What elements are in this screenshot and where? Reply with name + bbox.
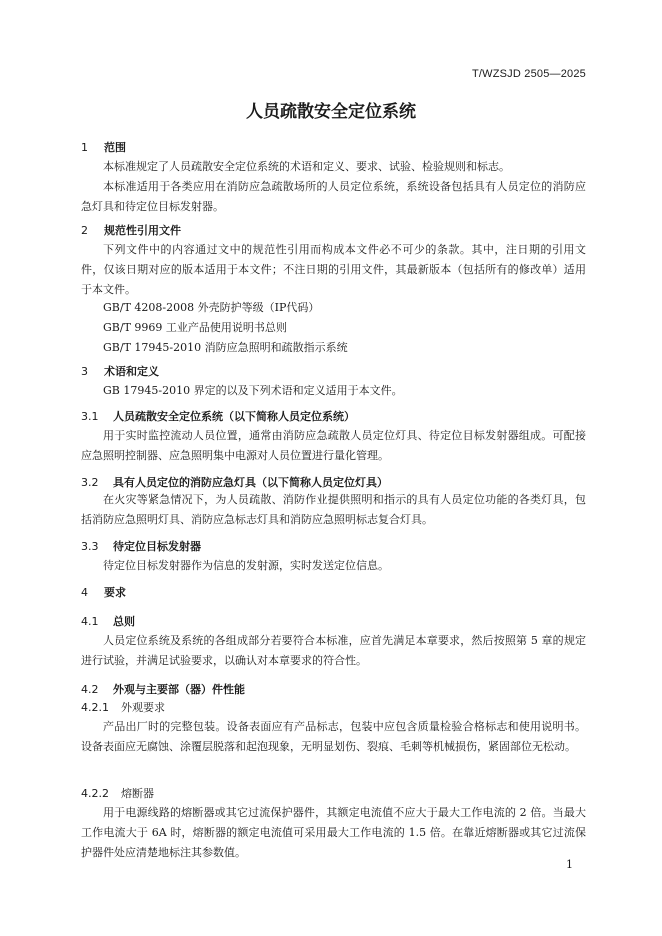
section-heading xyxy=(81,363,159,379)
document-title: 人员疏散安全定位系统 xyxy=(246,102,416,122)
section-title: 待定位目标发射器 xyxy=(113,540,201,553)
reference-item: GB/T 9969 工业产品使用说明书总则 xyxy=(103,321,287,334)
section-heading xyxy=(81,681,245,697)
paragraph: 用于实时监控流动人员位置，通常由消防应急疏散人员定位灯具、待定位目标发射器组成。可配接应急照明控制器、应急照明集中电源对人员位置进行量化管理。 xyxy=(81,429,586,462)
section-title: 总则 xyxy=(113,615,135,628)
document-code: T/WZSJD 2505—2025 xyxy=(471,68,586,80)
paragraph: 待定位目标发射器作为信息的发射源，实时发送定位信息。 xyxy=(103,559,389,572)
section-heading xyxy=(81,584,126,600)
section-title: 外观要求 xyxy=(121,701,165,714)
section-title: 具有人员定位的消防应急灯具（以下简称人员定位灯具） xyxy=(113,476,388,489)
paragraph: 在火灾等紧急情况下，为人员疏散、消防作业提供照明和指示的具有人员定位功能的各类灯具，包括消防应急照明灯具、消防应急标志灯具和消防应急照明标志复合灯具。 xyxy=(81,493,586,526)
section-heading xyxy=(81,222,181,238)
paragraph: 用于电源线路的熔断器或其它过流保护器件，其额定电流值不应大于最大工作电流的 2 倍。当最大工作电流大于 6A 时，熔断器的额定电流值可采用最大工作电流的 1.5 倍。在靠近熔断器或其它过流保护器件处应清楚地标注其参数值。 xyxy=(81,806,586,859)
page-number: 1 xyxy=(566,858,573,871)
paragraph: GB 17945-2010 界定的以及下列术语和定义适用于本文件。 xyxy=(103,384,403,397)
section-title: 规范性引用文件 xyxy=(104,224,181,237)
section-number: 3.1 xyxy=(81,410,99,423)
section-number: 1 xyxy=(81,141,88,154)
section-number: 3 xyxy=(81,365,88,378)
section-number: 4.1 xyxy=(81,615,99,628)
section-heading xyxy=(81,613,135,629)
paragraph: 人员定位系统及系统的各组成部分若要符合本标准，应首先满足本章要求，然后按照第 5 章的规定进行试验，并满足试验要求，以确认对本章要求的符合性。 xyxy=(81,634,586,667)
section-number: 3.3 xyxy=(81,540,99,553)
paragraph: 本标准规定了人员疏散安全定位系统的术语和定义、要求、试验、检验规则和标志。 xyxy=(103,160,510,173)
section-number: 3.2 xyxy=(81,476,99,489)
reference-item: GB/T 4208-2008 外壳防护等级（IP代码） xyxy=(103,301,320,314)
section-title: 术语和定义 xyxy=(104,365,159,378)
section-heading xyxy=(81,408,355,424)
section-heading xyxy=(81,699,165,715)
section-number: 4.2.2 xyxy=(81,787,109,800)
paragraph: 下列文件中的内容通过文中的规范性引用而构成本文件必不可少的条款。其中，注日期的引用文件，仅该日期对应的版本适用于本文件；不注日期的引用文件，其最新版本（包括所有的修改单）适用于本文件。 xyxy=(81,243,586,296)
section-title: 要求 xyxy=(104,586,126,599)
section-number: 4.2.1 xyxy=(81,701,109,714)
section-title: 熔断器 xyxy=(121,787,154,800)
section-heading xyxy=(81,538,201,554)
reference-item: GB/T 17945-2010 消防应急照明和疏散指示系统 xyxy=(103,341,348,354)
section-title: 人员疏散安全定位系统（以下简称人员定位系统） xyxy=(113,410,355,423)
section-heading xyxy=(81,785,154,801)
section-number: 4 xyxy=(81,586,88,599)
section-title: 范围 xyxy=(104,141,126,154)
section-heading xyxy=(81,139,126,155)
section-title: 外观与主要部（器）件性能 xyxy=(113,683,245,696)
section-heading xyxy=(81,474,388,490)
paragraph: 本标准适用于各类应用在消防应急疏散场所的人员定位系统，系统设备包括具有人员定位的消防应急灯具和待定位目标发射器。 xyxy=(81,180,586,213)
section-number: 4.2 xyxy=(81,683,99,696)
section-number: 2 xyxy=(81,224,88,237)
paragraph: 产品出厂时的完整包装。设备表面应有产品标志，包装中应包含质量检验合格标志和使用说明书。设备表面应无腐蚀、涂覆层脱落和起泡现象，无明显划伤、裂痕、毛刺等机械损伤，紧固部位无松动。 xyxy=(81,720,586,753)
